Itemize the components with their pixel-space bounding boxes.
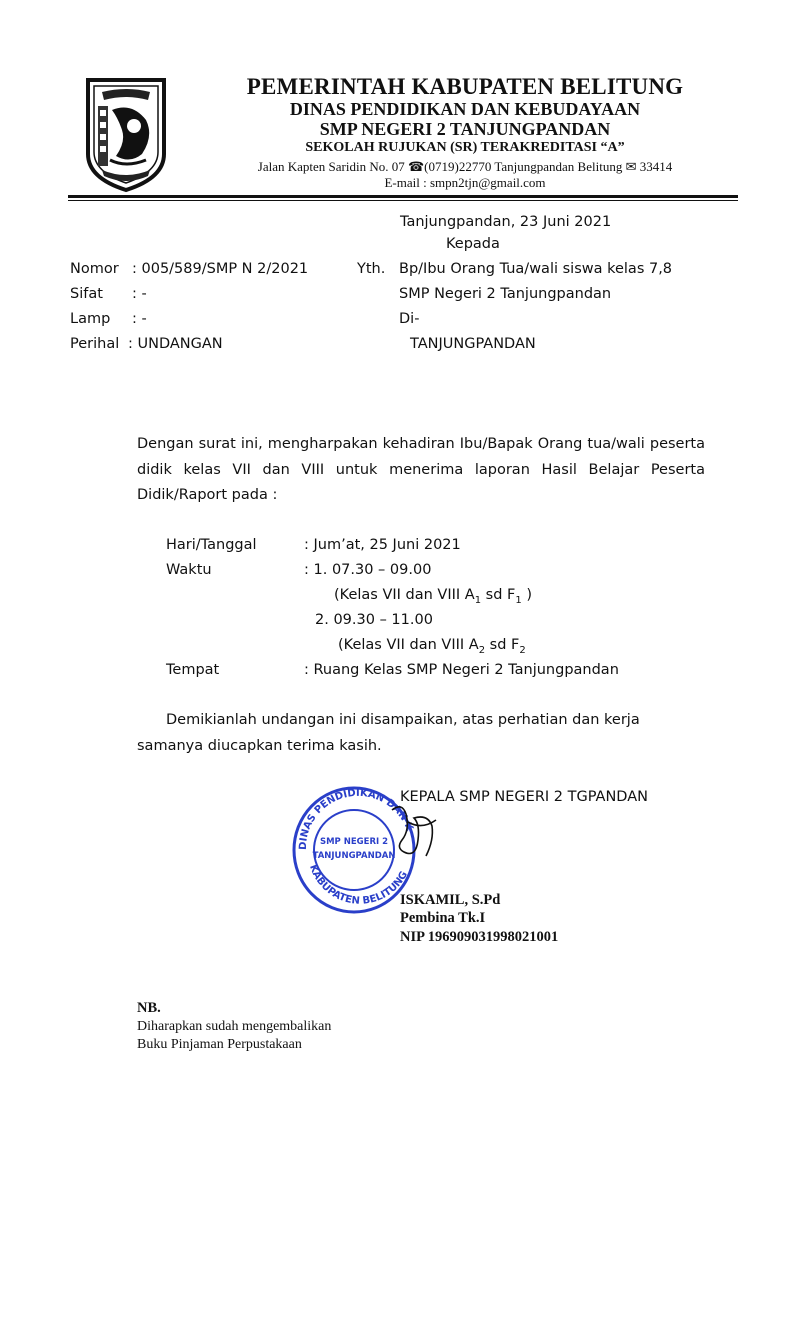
- signature-nip: NIP 196909031998021001: [400, 929, 559, 945]
- paragraph2-line2: samanya diucapkan terima kasih.: [137, 738, 382, 754]
- kelas-group2: [338, 637, 526, 656]
- yth-label: Yth.: [357, 261, 386, 277]
- paragraph1-line2: didik kelas VII dan VIII untuk menerima laporan Hasil Belajar Peserta: [137, 462, 705, 478]
- paragraph2-line1: Demikianlah undangan ini disampaikan, atas perhatian dan kerja: [166, 712, 640, 728]
- kelas2-sub2: 2: [519, 644, 526, 656]
- kelas2-sub1: 2: [478, 644, 486, 656]
- handwritten-signature: [388, 800, 448, 870]
- sifat-value: : -: [132, 286, 147, 302]
- letterhead-address: [170, 159, 760, 175]
- letterhead-government: PEMERINTAH KABUPATEN BELITUNG: [246, 74, 684, 99]
- letterhead-school: SMP NEGERI 2 TANJUNGPANDAN: [319, 119, 611, 139]
- hari-label: Hari/Tanggal: [166, 537, 257, 553]
- stamp-outer-bottom-text: KABUPATEN BELITUNG: [307, 863, 411, 907]
- address-street: Jalan Kapten Saridin No. 07: [257, 159, 405, 174]
- stamp-inner-line2: TANJUNGPANDAN: [312, 851, 396, 861]
- signature-name: ISKAMIL, S.Pd: [400, 892, 501, 908]
- perihal-label: Perihal: [70, 336, 120, 352]
- waktu-value1: : 1. 07.30 – 09.00: [304, 562, 432, 578]
- letterhead-rule-thick: [68, 195, 738, 198]
- recipient-line2: SMP Negeri 2 Tanjungpandan: [399, 286, 612, 302]
- paragraph1-line3: Didik/Raport pada :: [137, 487, 278, 503]
- note-label: NB.: [137, 1000, 161, 1016]
- recipient-line4: TANJUNGPANDAN: [410, 336, 536, 352]
- mail-icon: ✉: [625, 160, 637, 175]
- nomor-label: Nomor: [70, 261, 119, 277]
- stamp-inner-line1: SMP NEGERI 2: [319, 837, 389, 847]
- tempat-label: Tempat: [166, 662, 220, 678]
- letterhead-agency: DINAS PENDIDIKAN DAN KEBUDAYAAN: [289, 99, 641, 119]
- kelas1-pre: (Kelas VII dan VIII A: [334, 587, 475, 603]
- kelas1-sub2: 1: [515, 594, 522, 606]
- paragraph1-line1: Dengan surat ini, mengharpakan kehadiran Ibu/Bapak Orang tua/wali peserta: [137, 436, 705, 452]
- kepada-label: Kepada: [446, 236, 500, 252]
- letterhead-email: E-mail : smpn2tjn@gmail.com: [384, 175, 546, 190]
- waktu-value2: 2. 09.30 – 11.00: [315, 612, 433, 628]
- kelas-group1: [334, 587, 532, 606]
- letterhead-accreditation: SEKOLAH RUJUKAN (SR) TERAKREDITASI “A”: [305, 140, 625, 155]
- perihal-value: : UNDANGAN: [128, 336, 223, 352]
- lamp-label: Lamp: [70, 311, 111, 327]
- nomor-value: : 005/589/SMP N 2/2021: [132, 261, 309, 277]
- kelas1-sub1: 1: [474, 594, 482, 606]
- waktu-label: Waktu: [166, 562, 212, 578]
- letterhead-rule-thin: [68, 200, 738, 201]
- address-postal: 33414: [639, 159, 673, 174]
- signature-title: KEPALA SMP NEGERI 2 TGPANDAN: [400, 789, 648, 805]
- recipient-line1: Bp/Ibu Orang Tua/wali siswa kelas 7,8: [399, 261, 673, 277]
- regency-coat-of-arms-logo: [82, 76, 170, 194]
- kelas2-mid: sd F: [485, 637, 520, 653]
- lamp-value: : -: [132, 311, 147, 327]
- kelas1-post: ): [521, 587, 533, 603]
- kelas1-mid: sd F: [481, 587, 516, 603]
- note-line2: Buku Pinjaman Perpustakaan: [137, 1037, 302, 1052]
- stamp-outer-top-text: DINAS PENDIDIKAN DAN K: [297, 787, 415, 851]
- letter-date: Tanjungpandan, 23 Juni 2021: [400, 214, 612, 230]
- signature-rank: Pembina Tk.I: [400, 910, 486, 926]
- sifat-label: Sifat: [70, 286, 103, 302]
- address-phone: (0719)22770 Tanjungpandan Belitung: [424, 159, 623, 174]
- recipient-line3: Di-: [399, 311, 420, 327]
- tempat-value: : Ruang Kelas SMP Negeri 2 Tanjungpandan: [304, 662, 619, 678]
- phone-icon: ☎: [407, 160, 425, 175]
- hari-value: : Jum’at, 25 Juni 2021: [304, 537, 461, 553]
- kelas2-pre: (Kelas VII dan VIII A: [338, 637, 479, 653]
- note-line1: Diharapkan sudah mengembalikan: [137, 1019, 332, 1034]
